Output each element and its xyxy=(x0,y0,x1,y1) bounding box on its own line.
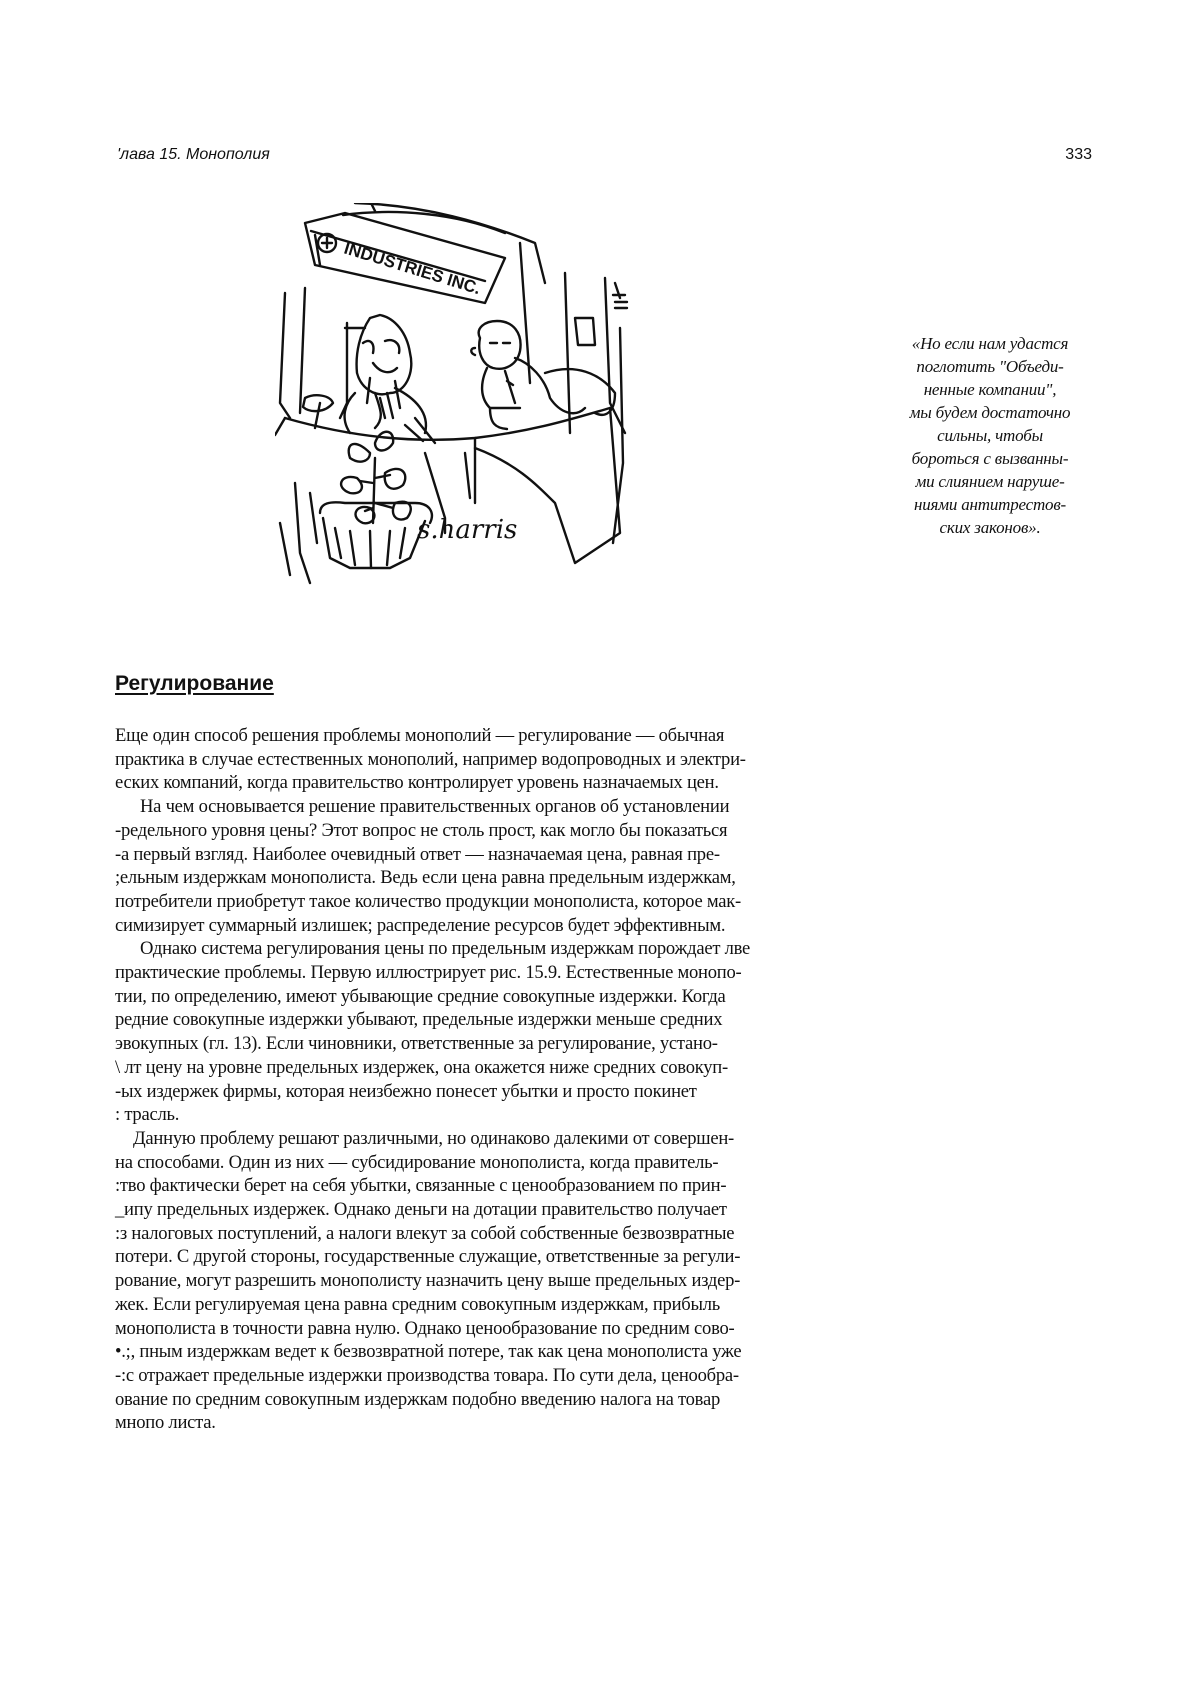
body-line: : трасль. xyxy=(115,1104,180,1126)
body-line: :з налоговых поступлений, а налоги влекут за собой собственные безвозвратные xyxy=(115,1222,735,1244)
body-line: редние совокупные издержки убывают, предельные издержки меньше средних xyxy=(115,1009,723,1031)
body-line: Однако система регулирования цены по предельным издержкам порождает лве xyxy=(140,938,751,960)
body-line: мнопо листа. xyxy=(115,1412,216,1434)
body-line: практические проблемы. Первую иллюстрирует рис. 15.9. Естественные монопо- xyxy=(115,962,742,984)
chapter-title: 'лава 15. Монополия xyxy=(117,146,270,163)
cartoon-signature: s.harris xyxy=(417,515,518,545)
section-heading: Регулирование xyxy=(115,672,274,695)
body-line: ;ельным издержкам монополиста. Ведь если цена равна предельным издержкам, xyxy=(115,867,736,889)
body-line: практика в случае естественных монополий, например водопроводных и электри- xyxy=(115,748,746,770)
body-line: потери. С другой стороны, государственные служащие, ответственные за регули- xyxy=(115,1246,741,1268)
caption-line: мы будем достаточно xyxy=(909,403,1071,422)
body-line: жек. Если регулируемая цена равна средним совокупным издержкам, прибыль xyxy=(115,1293,720,1315)
caption-line: поглотить "Объеди- xyxy=(916,357,1064,376)
body-line: ование по средним совокупным издержкам подобно введению налога на товар xyxy=(115,1388,720,1410)
body-line: еских компаний, когда правительство контролирует уровень назначаемых цен. xyxy=(115,772,719,794)
body-line: Данную проблему решают различными, но одинаково далекими от совершен- xyxy=(133,1127,735,1149)
caption-line: «Но если нам удастся xyxy=(911,334,1069,353)
body-line: на способами. Один из них — субсидирование монополиста, когда правитель- xyxy=(115,1151,719,1173)
body-line: На чем основывается решение правительственных органов об установлении xyxy=(140,796,730,818)
caption-line: ниями антитрестов- xyxy=(913,495,1066,514)
body-line: симизирует суммарный излишек; распределение ресурсов будет эффективным. xyxy=(115,914,726,936)
page-number: 333 xyxy=(1065,146,1092,163)
body-line: _ипу предельных издержек. Однако деньги на дотации правительство получает xyxy=(115,1199,727,1221)
body-line: -ых издержек фирмы, которая неизбежно понесет убытки и просто покинет xyxy=(115,1080,697,1102)
caption-line: бороться с вызванны- xyxy=(911,449,1069,468)
body-line: тии, по определению, имеют убывающие средние совокупные издержки. Когда xyxy=(115,985,726,1007)
running-head xyxy=(117,146,1092,170)
body-line: -а первый взгляд. Наиболее очевидный ответ — назначаемая цена, равная пре- xyxy=(115,843,720,865)
cartoon-illustration xyxy=(275,203,705,628)
body-text xyxy=(115,724,875,1435)
caption-line: ских законов». xyxy=(939,518,1041,537)
body-line: монополиста в точности равна нулю. Однако ценообразование по средним сово- xyxy=(115,1317,735,1339)
cartoon-caption xyxy=(880,332,1100,539)
body-line: эвокупных (гл. 13). Если чиновники, ответственные за регулирование, устано- xyxy=(115,1033,718,1055)
body-line: рование, могут разрешить монополисту назначить цену выше предельных издер- xyxy=(115,1270,741,1292)
sign-text: INDUSTRIES INC. xyxy=(341,238,483,299)
body-line: -редельного уровня цены? Этот вопрос не столь прост, как могло бы показаться xyxy=(115,819,728,841)
body-line: потребители приобретут такое количество продукции монополиста, которое мак- xyxy=(115,890,741,912)
body-line: •.;, пным издержкам ведет к безвозвратной потере, так как цена монополиста уже xyxy=(115,1341,742,1363)
body-line: :тво фактически берет на себя убытки, связанные с ценообразованием по прин- xyxy=(115,1175,727,1197)
caption-line: ми слиянием наруше- xyxy=(915,472,1065,491)
body-line: -:с отражает предельные издержки производства товара. По сути дела, ценообра- xyxy=(115,1364,739,1386)
body-line: Еще один способ решения проблемы монополий — регулирование — обычная xyxy=(115,725,725,746)
caption-line: сильны, чтобы xyxy=(937,426,1043,445)
caption-line: ненные компании", xyxy=(923,380,1057,399)
body-line: \ лт цену на уровне предельных издержек, она окажется ниже средних совокуп- xyxy=(115,1056,728,1078)
